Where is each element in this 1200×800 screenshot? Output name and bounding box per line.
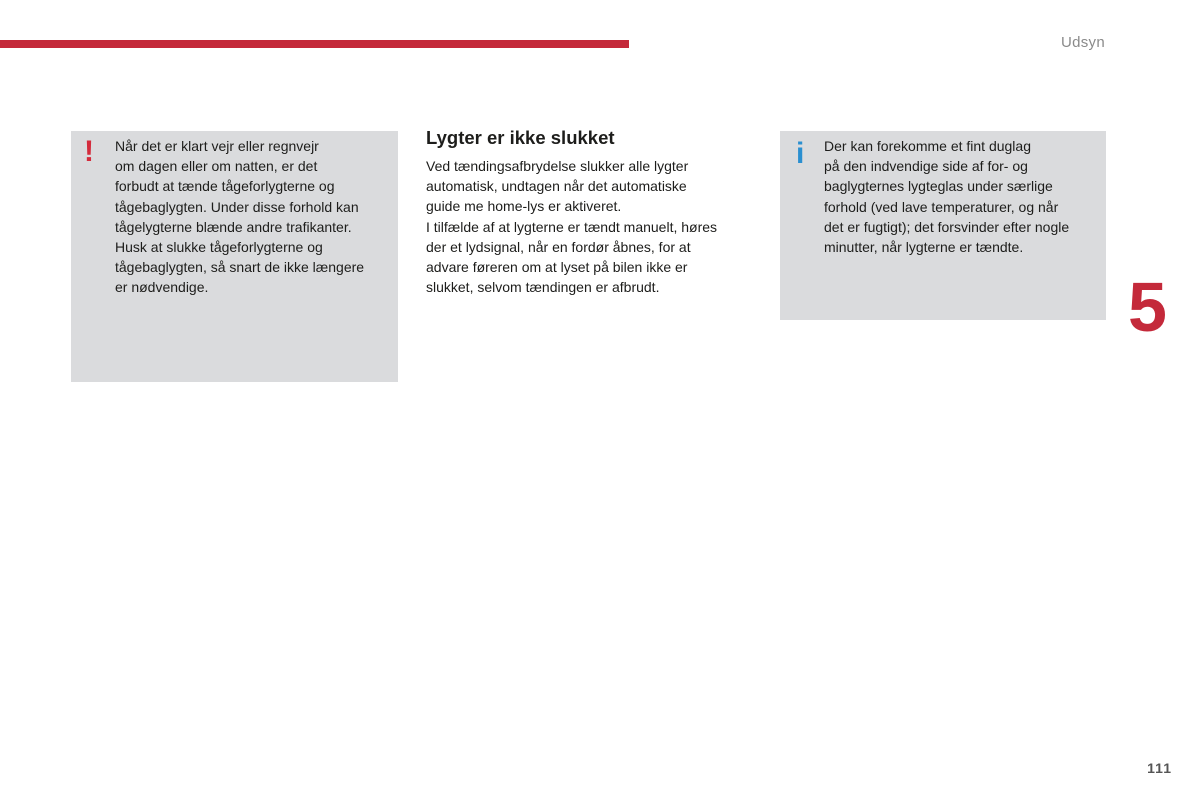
info-note: [780, 131, 1106, 320]
exclamation-icon: !: [84, 135, 94, 168]
warning-line: Husk at slukke tågeforlygterne og: [115, 239, 323, 256]
warning-line: tågelygterne blænde andre trafikanter.: [115, 218, 352, 235]
body-line: automatisk, undtagen når det automatiske: [426, 178, 687, 195]
body-line: slukket, selvom tændingen er afbrudt.: [426, 279, 660, 296]
warning-line: om dagen eller om natten, er det: [115, 158, 318, 175]
warning-line: forbudt at tænde tågeforlygterne og: [115, 178, 335, 195]
body-line: der et lydsignal, når en fordør åbnes, for at: [426, 238, 691, 255]
warning-line: tågebaglygten, så snart de ikke længere: [115, 259, 365, 276]
info-icon: i: [796, 137, 805, 170]
warning-line: Når det er klart vejr eller regnvejr: [115, 138, 319, 154]
body-line: guide me home-lys er aktiveret.: [426, 198, 622, 215]
info-line: baglygternes lygteglas under særlige: [824, 178, 1053, 195]
page-number: 111: [1147, 760, 1172, 776]
info-line: Der kan forekomme et fint duglag: [824, 138, 1031, 154]
section-heading: Lygter er ikke slukket: [426, 127, 615, 148]
body-line: advare føreren om at lyset på bilen ikke er: [426, 259, 688, 276]
info-text: [824, 136, 1104, 257]
main-section: [426, 126, 756, 297]
body-line: I tilfælde af at lygterne er tændt manuelt, høres: [426, 218, 718, 235]
warning-note: [71, 131, 398, 382]
warning-text: [115, 136, 395, 298]
chapter-number: 5: [1128, 268, 1167, 346]
section-title: Udsyn: [1060, 34, 1105, 51]
info-line: minutter, når lygterne er tændte.: [824, 239, 1024, 256]
info-line: det er fugtigt); det forsvinder efter nogle: [824, 218, 1070, 235]
header-accent-bar: [0, 40, 629, 48]
warning-line: er nødvendige.: [115, 279, 209, 296]
body-text: [426, 156, 756, 297]
body-line: Ved tændingsafbrydelse slukker alle lygter: [426, 158, 689, 174]
info-line: på den indvendige side af for- og: [824, 158, 1028, 175]
warning-line: tågebaglygten. Under disse forhold kan: [115, 198, 359, 215]
info-line: forhold (ved lave temperaturer, og når: [824, 198, 1059, 215]
